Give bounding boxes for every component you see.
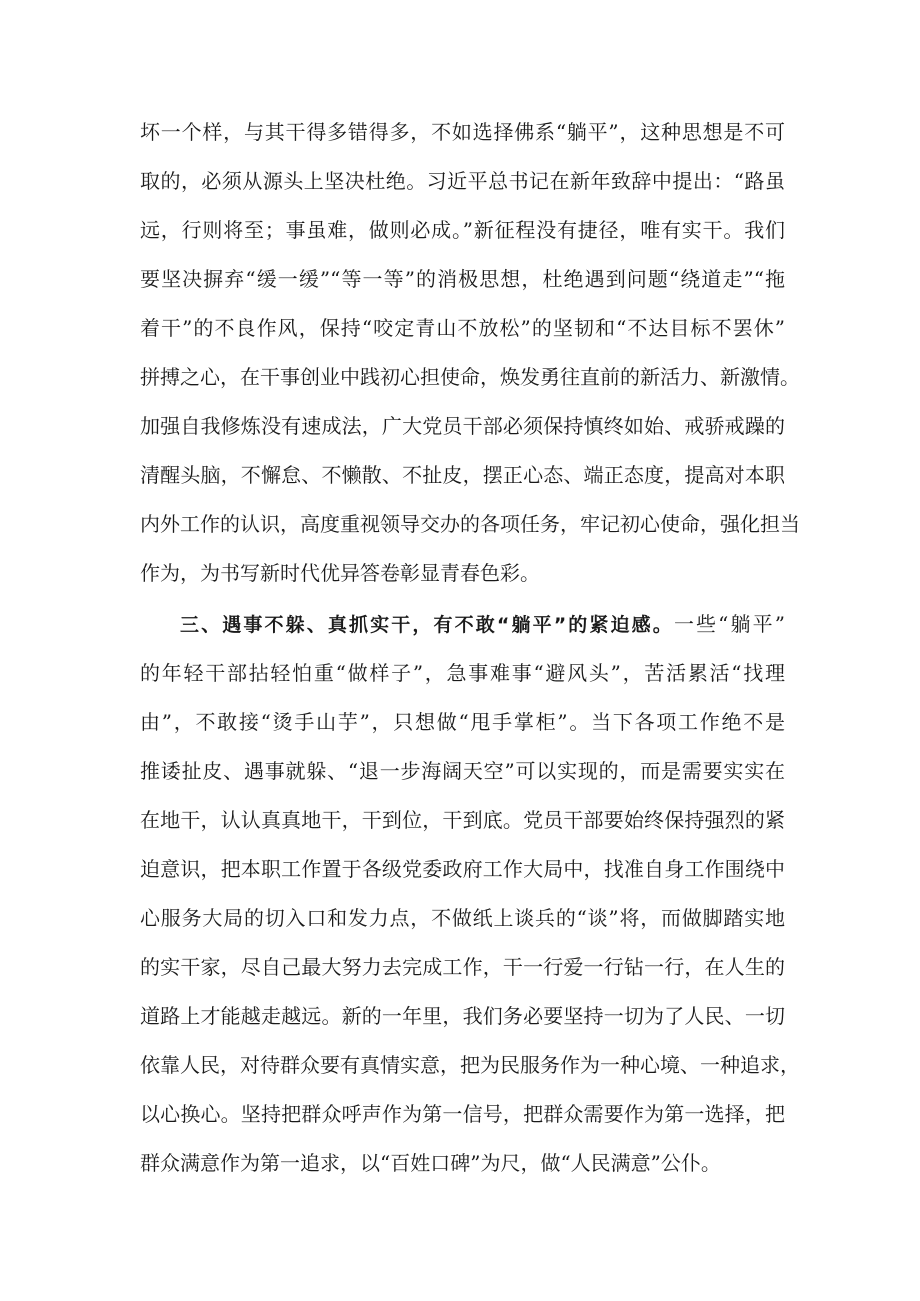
- heading-line-rest: 一些“躺平”: [673, 612, 786, 636]
- paragraph-line: 的实干家，尽自己最大努力去完成工作，干一行爱一行钻一行，在人生的: [140, 955, 785, 979]
- paragraph-line: 群众满意作为第一追求，以“百姓口碑”为尺，做“人民满意”公仆。: [140, 1151, 721, 1175]
- paragraph-line: 取的，必须从源头上坚决杜绝。习近平总书记在新年致辞中提出：“路虽: [140, 169, 785, 193]
- paragraph-line: 迫意识，把本职工作置于各级党委政府工作大局中，找准自身工作围绕中: [140, 857, 785, 881]
- paragraph-line: 在地干，认认真真地干，干到位，干到底。党员干部要始终保持强烈的紧: [140, 808, 785, 832]
- paragraph-line: 内外工作的认识，高度重视领导交办的各项任务，牢记初心使命，强化担当: [140, 512, 800, 536]
- heading-line: [140, 604, 785, 644]
- paragraph-line: 远，行则将至；事虽难，做则必成。”新征程没有捷径，唯有实干。我们: [140, 218, 785, 242]
- paragraph-line: 依靠人民，对待群众要有真情实意，把为民服务作为一种心境、一种追求，: [140, 1053, 800, 1077]
- paragraph-line: 着干”的不良作风，保持“咬定青山不放松”的坚韧和“不达目标不罢休”: [140, 316, 785, 340]
- paragraph-line: 坏一个样，与其干得多错得多，不如选择佛系“躺平”，这种思想是不可: [140, 120, 785, 144]
- section-heading: 三、遇事不躲、真抓实干，有不敢“躺平”的紧迫感。: [180, 614, 674, 636]
- paragraph-line: 作为，为书写新时代优异答卷彰显青春色彩。: [140, 561, 540, 585]
- paragraph-line: 以心换心。坚持把群众呼声作为第一信号，把群众需要作为第一选择，把: [140, 1102, 785, 1126]
- paragraph-line: 拼搏之心，在干事创业中践初心担使命，焕发勇往直前的新活力、新激情。: [140, 365, 800, 389]
- paragraph-line: 推诿扯皮、遇事就躲、“退一步海阔天空”可以实现的，而是需要实实在: [140, 759, 785, 783]
- paragraph-line: 清醒头脑，不懈怠、不懒散、不扯皮，摆正心态、端正态度，提高对本职: [140, 463, 785, 487]
- paragraph-line: 由”，不敢接“烫手山芋”，只想做“甩手掌柜”。当下各项工作绝不是: [140, 710, 785, 734]
- paragraph-line: 道路上才能越走越远。新的一年里，我们务必要坚持一切为了人民、一切: [140, 1004, 785, 1028]
- paragraph-line: 要坚决摒弃“缓一缓”“等一等”的消极思想，杜绝遇到问题“绕道走”“拖: [140, 267, 785, 291]
- paragraph-line: 心服务大局的切入口和发力点，不做纸上谈兵的“谈”将，而做脚踏实地: [140, 906, 785, 930]
- paragraph-line: 的年轻干部拈轻怕重“做样子”，急事难事“避风头”，苦活累活“找理: [140, 661, 785, 685]
- paragraph-line: 加强自我修炼没有速成法，广大党员干部必须保持慎终如始、戒骄戒躁的: [140, 414, 785, 438]
